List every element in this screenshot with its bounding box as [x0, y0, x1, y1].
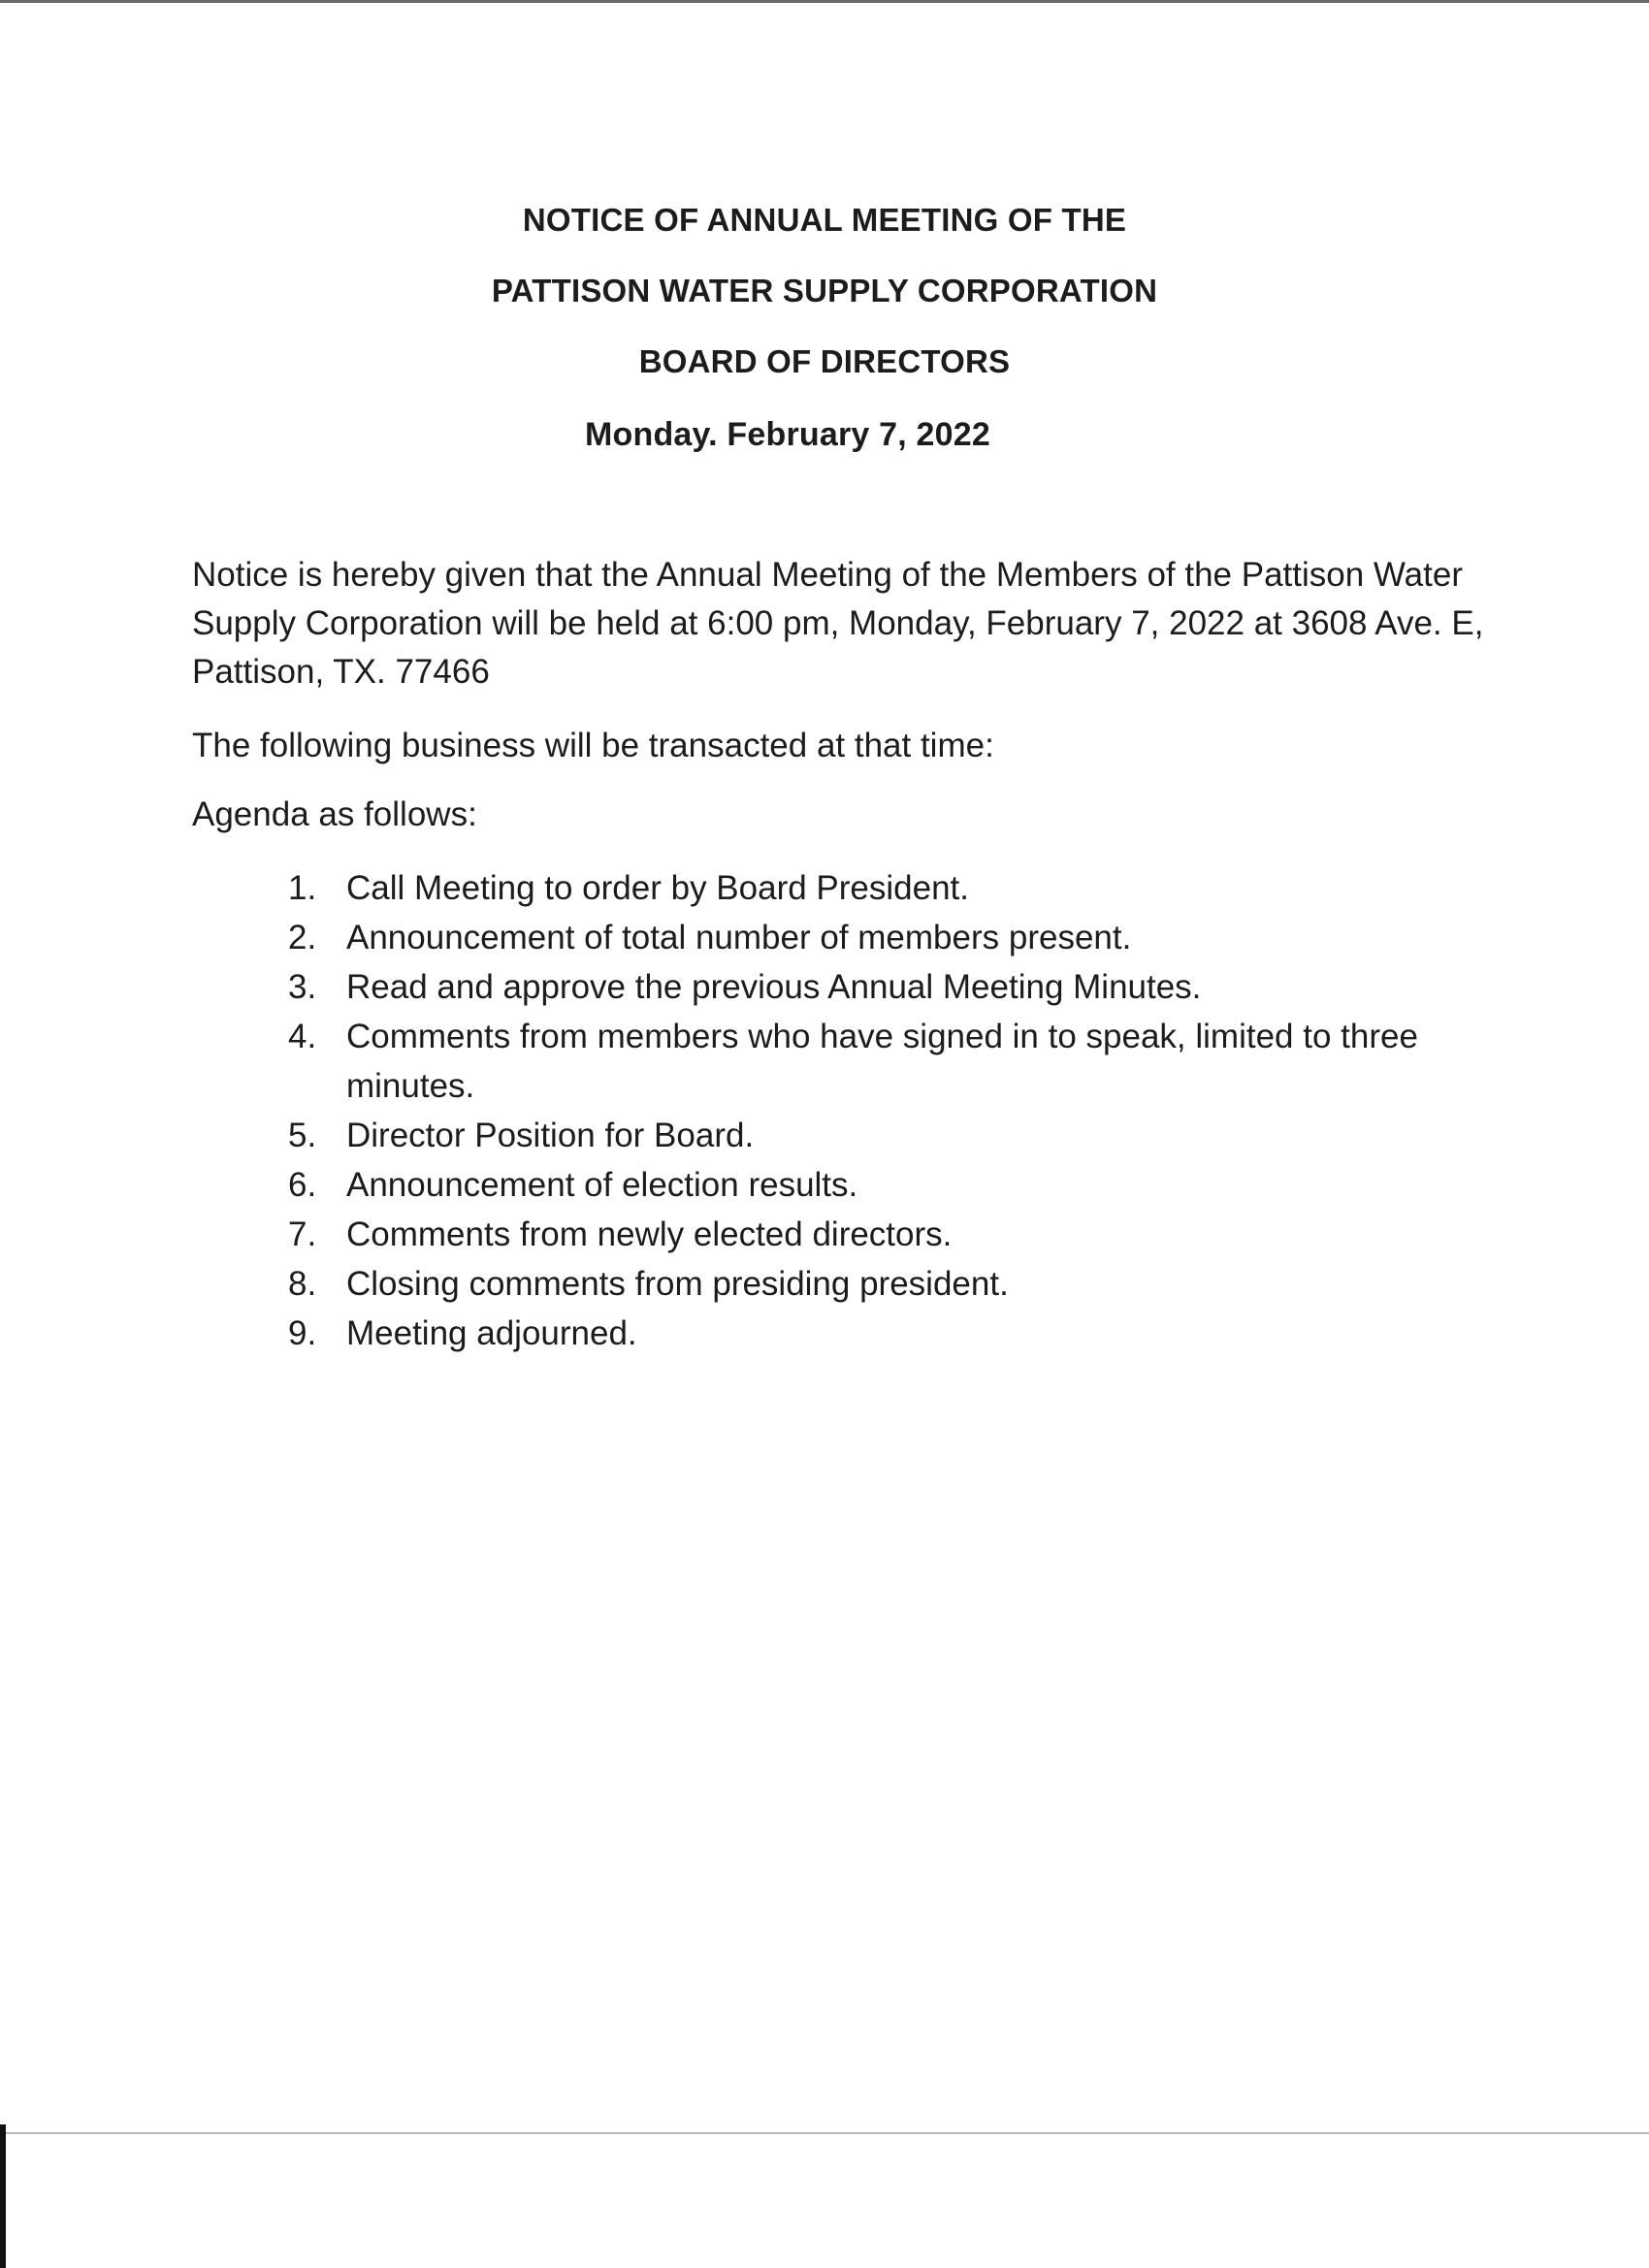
agenda-item-number: 4. [288, 1018, 317, 1055]
scan-left-edge [0, 2124, 6, 2268]
agenda-item-text: Call Meeting to order by Board President. [346, 869, 969, 907]
agenda-item [281, 1160, 1494, 1210]
agenda-item-number: 8. [288, 1265, 317, 1303]
agenda-item [281, 863, 1494, 913]
agenda-item-number: 7. [288, 1215, 317, 1253]
agenda-item-number: 9. [288, 1314, 317, 1352]
agenda-item-text: Director Position for Board. [346, 1117, 755, 1154]
agenda-item-text: Comments from newly elected directors. [346, 1215, 953, 1253]
agenda-intro-paragraph: Agenda as follows: [192, 795, 477, 833]
business-paragraph: The following business will be transacted at that time: [192, 727, 994, 764]
scan-page-boundary-line [0, 2132, 1649, 2134]
agenda-item-text: Announcement of election results. [346, 1166, 858, 1204]
agenda-list [281, 863, 1494, 1358]
agenda-item-text: Read and approve the previous Annual Meeting Minutes. [346, 968, 1202, 1006]
agenda-item-text: Announcement of total number of members present. [346, 919, 1132, 956]
agenda-item-number: 3. [288, 968, 317, 1006]
agenda-item [281, 913, 1494, 962]
agenda-item [281, 1210, 1494, 1259]
notice-heading-date: Monday. February 7, 2022 [585, 416, 990, 453]
agenda-item-number: 5. [288, 1117, 317, 1154]
notice-heading-line-3: BOARD OF DIRECTORS [638, 343, 1011, 379]
agenda-item-text: Meeting adjourned. [346, 1314, 637, 1352]
agenda-item [281, 1012, 1494, 1111]
agenda-item-number: 6. [288, 1166, 317, 1204]
agenda-item-text: Comments from members who have signed in to speak, limited to three minutes. [346, 1018, 1418, 1105]
agenda-item [281, 1111, 1494, 1160]
agenda-item [281, 962, 1494, 1012]
notice-heading-line-2: PATTISON WATER SUPPLY CORPORATION [491, 273, 1158, 308]
agenda-item-number: 1. [288, 869, 317, 907]
agenda-item [281, 1259, 1494, 1309]
agenda-item [281, 1309, 1494, 1358]
agenda-item-number: 2. [288, 919, 317, 956]
scan-top-edge [0, 0, 1649, 3]
agenda-item-text: Closing comments from presiding president. [346, 1265, 1009, 1303]
notice-heading-line-1: NOTICE OF ANNUAL MEETING OF THE [522, 202, 1127, 238]
notice-intro-paragraph: Notice is hereby given that the Annual Meeting of the Members of the Pattison Water Supply Corporation will be held at 6:00 pm, Monday, February 7, 2022 at 3608 Ave. E, Pattison, TX. 77466 [192, 556, 1484, 691]
